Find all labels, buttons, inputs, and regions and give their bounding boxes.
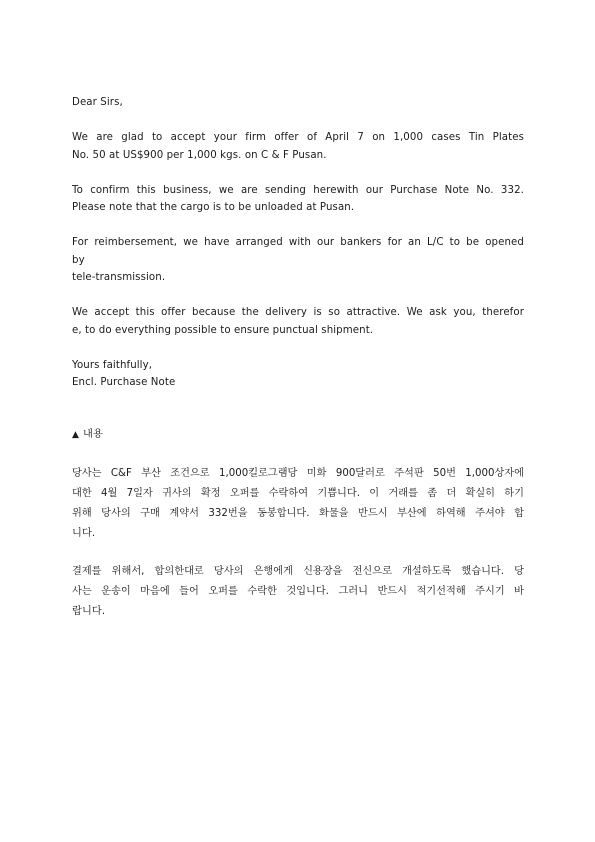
paragraph-line: e, to do everything possible to ensure punctual shipment. — [72, 324, 374, 336]
salutation-text: Dear Sirs, — [72, 97, 123, 108]
paragraph-line: For reimbersement, we have arranged with our bankers for an L/C to be opened — [72, 237, 524, 248]
paragraph-line: 랍니다. — [72, 606, 106, 617]
closing-block — [72, 357, 524, 392]
paragraph-line: We accept this offer because the delivery is so attractive. We ask you, therefor — [72, 307, 524, 318]
closing-text: Yours faithfully, — [72, 359, 153, 371]
paragraph-line: We are glad to accept your firm offer of April 7 on 1,000 cases Tin Plates — [72, 132, 524, 143]
letter-paragraph-4 — [72, 304, 524, 339]
letter-paragraph-2 — [72, 182, 524, 217]
paragraph-line: 니다. — [72, 528, 96, 539]
enclosure-text: Encl. Purchase Note — [72, 377, 176, 388]
translation-heading — [72, 426, 524, 445]
paragraph-line: 결제를 위해서, 합의한대로 당사의 은행에게 신용장을 전신으로 개설하도록 했습니다. 당 — [72, 566, 524, 577]
paragraph-line: 위해 당사의 구매 계약서 332번을 동봉합니다. 화물을 반드시 부산에 하역해 주셔야 합 — [72, 508, 524, 519]
paragraph-line: by — [72, 254, 85, 266]
paragraph-line: To confirm this business, we are sending herewith our Purchase Note No. 332. — [72, 184, 524, 196]
salutation — [72, 94, 524, 112]
paragraph-line: Please note that the cargo is to be unloaded at Pusan. — [72, 202, 355, 213]
paragraph-line: No. 50 at US$900 per 1,000 kgs. on C & F Pusan. — [72, 149, 327, 161]
paragraph-line: 대한 4월 7일자 귀사의 확정 오퍼를 수락하여 기쁩니다. 이 거래를 좀 더 확실히 하기 — [72, 488, 524, 499]
paragraph-line: 당사는 C&F 부산 조건으로 1,000킬로그램당 미화 900달러로 주석판 50번 1,000상자에 — [72, 468, 524, 479]
triangle-icon: ▲ — [72, 429, 80, 440]
letter-paragraph-3 — [72, 234, 524, 287]
paragraph-line: 사는 운송이 마음에 들어 오퍼를 수락한 것입니다. 그러니 반드시 적기선적해 주시기 바 — [72, 586, 524, 597]
translation-paragraph-1 — [72, 464, 524, 544]
paragraph-line: tele-transmission. — [72, 272, 166, 283]
translation-paragraph-2 — [72, 562, 524, 622]
document-body — [72, 94, 524, 640]
letter-paragraph-1 — [72, 129, 524, 164]
translation-heading-label: 내용 — [83, 428, 103, 440]
